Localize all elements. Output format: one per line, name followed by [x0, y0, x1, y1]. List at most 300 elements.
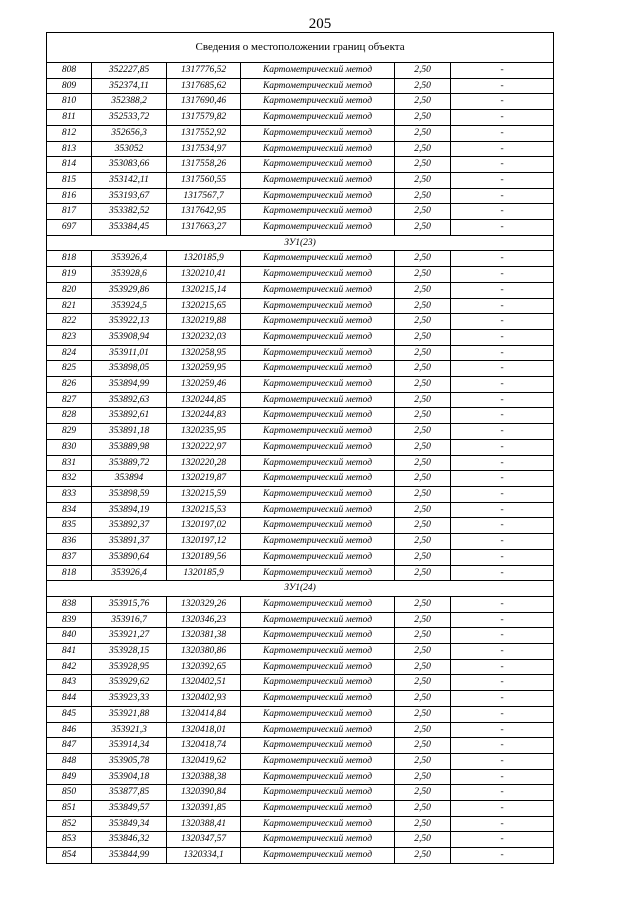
note-cell: - [451, 675, 554, 691]
point-number-cell: 840 [47, 628, 92, 644]
coord-x-cell: 353921,27 [92, 628, 167, 644]
coord-y-cell: 1317558,26 [167, 157, 241, 173]
table-row [47, 753, 554, 769]
table-row [47, 675, 554, 691]
accuracy-cell: 2,50 [395, 816, 451, 832]
note-cell: - [451, 848, 554, 864]
coord-y-cell: 1320402,51 [167, 675, 241, 691]
note-cell: - [451, 267, 554, 283]
point-number-cell: 819 [47, 267, 92, 283]
point-number-cell: 850 [47, 785, 92, 801]
coord-y-cell: 1320215,65 [167, 298, 241, 314]
coord-x-cell: 352533,72 [92, 110, 167, 126]
accuracy-cell: 2,50 [395, 439, 451, 455]
table-title: Сведения о местоположении границ объекта [47, 33, 554, 63]
point-number-cell: 851 [47, 801, 92, 817]
coord-y-cell: 1320258,95 [167, 345, 241, 361]
method-cell: Картометрический метод [241, 125, 395, 141]
point-number-cell: 834 [47, 502, 92, 518]
method-cell: Картометрический метод [241, 94, 395, 110]
coord-y-cell: 1320388,41 [167, 816, 241, 832]
accuracy-cell: 2,50 [395, 141, 451, 157]
coord-x-cell: 353923,33 [92, 691, 167, 707]
table-row [47, 596, 554, 612]
section-row [47, 581, 554, 597]
accuracy-cell: 2,50 [395, 628, 451, 644]
method-cell: Картометрический метод [241, 612, 395, 628]
table-row [47, 267, 554, 283]
accuracy-cell: 2,50 [395, 220, 451, 236]
note-cell: - [451, 801, 554, 817]
coord-x-cell: 353193,67 [92, 188, 167, 204]
coord-x-cell: 353904,18 [92, 769, 167, 785]
point-number-cell: 827 [47, 392, 92, 408]
note-cell: - [451, 408, 554, 424]
table-row [47, 282, 554, 298]
coord-y-cell: 1320391,85 [167, 801, 241, 817]
coord-y-cell: 1317776,52 [167, 63, 241, 79]
note-cell: - [451, 220, 554, 236]
table-row [47, 377, 554, 393]
accuracy-cell: 2,50 [395, 392, 451, 408]
accuracy-cell: 2,50 [395, 659, 451, 675]
accuracy-cell: 2,50 [395, 125, 451, 141]
note-cell: - [451, 282, 554, 298]
table-row [47, 502, 554, 518]
table-row [47, 801, 554, 817]
accuracy-cell: 2,50 [395, 691, 451, 707]
method-cell: Картометрический метод [241, 63, 395, 79]
table-row [47, 769, 554, 785]
method-cell: Картометрический метод [241, 534, 395, 550]
note-cell: - [451, 612, 554, 628]
accuracy-cell: 2,50 [395, 675, 451, 691]
point-number-cell: 823 [47, 329, 92, 345]
coord-y-cell: 1317579,82 [167, 110, 241, 126]
table-row [47, 644, 554, 660]
method-cell: Картометрический метод [241, 377, 395, 393]
method-cell: Картометрический метод [241, 801, 395, 817]
table-row [47, 565, 554, 581]
point-number-cell: 818 [47, 251, 92, 267]
note-cell: - [451, 455, 554, 471]
note-cell: - [451, 769, 554, 785]
table-row [47, 345, 554, 361]
note-cell: - [451, 172, 554, 188]
coord-y-cell: 1320215,59 [167, 486, 241, 502]
table-row [47, 534, 554, 550]
method-cell: Картометрический метод [241, 157, 395, 173]
point-number-cell: 838 [47, 596, 92, 612]
coord-y-cell: 1320219,88 [167, 314, 241, 330]
table-row [47, 172, 554, 188]
coord-y-cell: 1320215,53 [167, 502, 241, 518]
note-cell: - [451, 502, 554, 518]
coord-y-cell: 1320244,85 [167, 392, 241, 408]
table-row [47, 612, 554, 628]
table-title-row [47, 33, 554, 63]
point-number-cell: 844 [47, 691, 92, 707]
method-cell: Картометрический метод [241, 314, 395, 330]
point-number-cell: 822 [47, 314, 92, 330]
boundary-table-body [47, 33, 554, 864]
coord-x-cell: 353928,15 [92, 644, 167, 660]
note-cell: - [451, 204, 554, 220]
section-row [47, 235, 554, 251]
coord-y-cell: 1320380,86 [167, 644, 241, 660]
note-cell: - [451, 314, 554, 330]
note-cell: - [451, 424, 554, 440]
accuracy-cell: 2,50 [395, 314, 451, 330]
note-cell: - [451, 361, 554, 377]
accuracy-cell: 2,50 [395, 502, 451, 518]
section-title: ЗУ1(23) [47, 235, 554, 251]
coord-x-cell: 353142,11 [92, 172, 167, 188]
note-cell: - [451, 738, 554, 754]
point-number-cell: 837 [47, 549, 92, 565]
coord-y-cell: 1320347,57 [167, 832, 241, 848]
coord-y-cell: 1320197,12 [167, 534, 241, 550]
coord-x-cell: 353911,01 [92, 345, 167, 361]
method-cell: Картометрический метод [241, 345, 395, 361]
note-cell: - [451, 659, 554, 675]
note-cell: - [451, 78, 554, 94]
point-number-cell: 817 [47, 204, 92, 220]
coord-x-cell: 353926,4 [92, 251, 167, 267]
point-number-cell: 849 [47, 769, 92, 785]
coord-x-cell: 353382,52 [92, 204, 167, 220]
table-row [47, 314, 554, 330]
coord-x-cell: 352374,11 [92, 78, 167, 94]
point-number-cell: 847 [47, 738, 92, 754]
note-cell: - [451, 329, 554, 345]
coord-x-cell: 353916,7 [92, 612, 167, 628]
table-row [47, 408, 554, 424]
method-cell: Картометрический метод [241, 267, 395, 283]
method-cell: Картометрический метод [241, 628, 395, 644]
method-cell: Картометрический метод [241, 691, 395, 707]
coord-x-cell: 353844,99 [92, 848, 167, 864]
coord-y-cell: 1320414,84 [167, 706, 241, 722]
table-row [47, 251, 554, 267]
page-number: 205 [308, 16, 332, 32]
accuracy-cell: 2,50 [395, 329, 451, 345]
method-cell: Картометрический метод [241, 220, 395, 236]
accuracy-cell: 2,50 [395, 565, 451, 581]
coord-x-cell: 353890,64 [92, 549, 167, 565]
accuracy-cell: 2,50 [395, 204, 451, 220]
table-row [47, 549, 554, 565]
coord-x-cell: 353924,5 [92, 298, 167, 314]
coord-y-cell: 1320381,38 [167, 628, 241, 644]
point-number-cell: 846 [47, 722, 92, 738]
note-cell: - [451, 486, 554, 502]
accuracy-cell: 2,50 [395, 282, 451, 298]
accuracy-cell: 2,50 [395, 455, 451, 471]
note-cell: - [451, 549, 554, 565]
method-cell: Картометрический метод [241, 659, 395, 675]
point-number-cell: 809 [47, 78, 92, 94]
method-cell: Картометрический метод [241, 78, 395, 94]
coord-x-cell: 353922,13 [92, 314, 167, 330]
coord-y-cell: 1320402,93 [167, 691, 241, 707]
table-row [47, 110, 554, 126]
accuracy-cell: 2,50 [395, 157, 451, 173]
note-cell: - [451, 157, 554, 173]
point-number-cell: 829 [47, 424, 92, 440]
table-row [47, 832, 554, 848]
point-number-cell: 835 [47, 518, 92, 534]
coord-x-cell: 353898,05 [92, 361, 167, 377]
coord-x-cell: 353891,18 [92, 424, 167, 440]
point-number-cell: 832 [47, 471, 92, 487]
note-cell: - [451, 753, 554, 769]
coord-x-cell: 353889,72 [92, 455, 167, 471]
table-row [47, 455, 554, 471]
accuracy-cell: 2,50 [395, 785, 451, 801]
coord-x-cell: 353928,95 [92, 659, 167, 675]
accuracy-cell: 2,50 [395, 78, 451, 94]
accuracy-cell: 2,50 [395, 408, 451, 424]
method-cell: Картометрический метод [241, 251, 395, 267]
table-row [47, 659, 554, 675]
coord-x-cell: 353083,66 [92, 157, 167, 173]
accuracy-cell: 2,50 [395, 534, 451, 550]
note-cell: - [451, 125, 554, 141]
coord-y-cell: 1317642,95 [167, 204, 241, 220]
accuracy-cell: 2,50 [395, 801, 451, 817]
coord-y-cell: 1317534,97 [167, 141, 241, 157]
coord-y-cell: 1317560,55 [167, 172, 241, 188]
table-row [47, 785, 554, 801]
coord-x-cell: 353929,86 [92, 282, 167, 298]
method-cell: Картометрический метод [241, 471, 395, 487]
coord-y-cell: 1320189,56 [167, 549, 241, 565]
method-cell: Картометрический метод [241, 298, 395, 314]
point-number-cell: 808 [47, 63, 92, 79]
point-number-cell: 826 [47, 377, 92, 393]
note-cell: - [451, 471, 554, 487]
table-row [47, 691, 554, 707]
table-row [47, 204, 554, 220]
coord-y-cell: 1320418,74 [167, 738, 241, 754]
coord-y-cell: 1320334,1 [167, 848, 241, 864]
method-cell: Картометрический метод [241, 596, 395, 612]
table-row [47, 361, 554, 377]
accuracy-cell: 2,50 [395, 110, 451, 126]
accuracy-cell: 2,50 [395, 738, 451, 754]
point-number-cell: 810 [47, 94, 92, 110]
coord-x-cell: 353384,45 [92, 220, 167, 236]
accuracy-cell: 2,50 [395, 345, 451, 361]
point-number-cell: 831 [47, 455, 92, 471]
coord-y-cell: 1320329,26 [167, 596, 241, 612]
coord-x-cell: 353921,3 [92, 722, 167, 738]
note-cell: - [451, 628, 554, 644]
coord-x-cell: 352388,2 [92, 94, 167, 110]
coord-x-cell: 353846,32 [92, 832, 167, 848]
accuracy-cell: 2,50 [395, 769, 451, 785]
table-row [47, 424, 554, 440]
coord-x-cell: 353929,62 [92, 675, 167, 691]
boundary-table [46, 32, 554, 864]
table-row [47, 518, 554, 534]
accuracy-cell: 2,50 [395, 63, 451, 79]
note-cell: - [451, 644, 554, 660]
table-row [47, 157, 554, 173]
method-cell: Картометрический метод [241, 439, 395, 455]
coord-y-cell: 1320185,9 [167, 251, 241, 267]
note-cell: - [451, 832, 554, 848]
method-cell: Картометрический метод [241, 408, 395, 424]
coord-x-cell: 353052 [92, 141, 167, 157]
point-number-cell: 841 [47, 644, 92, 660]
table-row [47, 738, 554, 754]
accuracy-cell: 2,50 [395, 298, 451, 314]
note-cell: - [451, 596, 554, 612]
coord-x-cell: 353892,61 [92, 408, 167, 424]
point-number-cell: 825 [47, 361, 92, 377]
coord-x-cell: 353889,98 [92, 439, 167, 455]
table-row [47, 141, 554, 157]
note-cell: - [451, 785, 554, 801]
coord-y-cell: 1317552,92 [167, 125, 241, 141]
coord-x-cell: 353894,19 [92, 502, 167, 518]
coord-x-cell: 353926,4 [92, 565, 167, 581]
note-cell: - [451, 722, 554, 738]
table-row [47, 78, 554, 94]
method-cell: Картометрический метод [241, 188, 395, 204]
table-row [47, 125, 554, 141]
accuracy-cell: 2,50 [395, 753, 451, 769]
coord-y-cell: 1320219,87 [167, 471, 241, 487]
method-cell: Картометрический метод [241, 706, 395, 722]
table-row [47, 329, 554, 345]
accuracy-cell: 2,50 [395, 596, 451, 612]
coord-y-cell: 1320259,95 [167, 361, 241, 377]
note-cell: - [451, 534, 554, 550]
method-cell: Картометрический метод [241, 848, 395, 864]
coord-y-cell: 1317567,7 [167, 188, 241, 204]
method-cell: Картометрический метод [241, 392, 395, 408]
accuracy-cell: 2,50 [395, 549, 451, 565]
coord-x-cell: 352656,3 [92, 125, 167, 141]
method-cell: Картометрический метод [241, 675, 395, 691]
coord-y-cell: 1320346,23 [167, 612, 241, 628]
accuracy-cell: 2,50 [395, 361, 451, 377]
note-cell: - [451, 345, 554, 361]
point-number-cell: 836 [47, 534, 92, 550]
note-cell: - [451, 518, 554, 534]
note-cell: - [451, 377, 554, 393]
coord-y-cell: 1317663,27 [167, 220, 241, 236]
point-number-cell: 852 [47, 816, 92, 832]
coord-y-cell: 1320210,41 [167, 267, 241, 283]
coord-y-cell: 1320222,97 [167, 439, 241, 455]
coord-x-cell: 353877,85 [92, 785, 167, 801]
coord-x-cell: 353898,59 [92, 486, 167, 502]
method-cell: Картометрический метод [241, 565, 395, 581]
accuracy-cell: 2,50 [395, 722, 451, 738]
coord-x-cell: 353928,6 [92, 267, 167, 283]
method-cell: Картометрический метод [241, 769, 395, 785]
coord-x-cell: 353892,63 [92, 392, 167, 408]
coord-x-cell: 353915,76 [92, 596, 167, 612]
method-cell: Картометрический метод [241, 722, 395, 738]
note-cell: - [451, 565, 554, 581]
point-number-cell: 839 [47, 612, 92, 628]
method-cell: Картометрический метод [241, 753, 395, 769]
method-cell: Картометрический метод [241, 738, 395, 754]
method-cell: Картометрический метод [241, 204, 395, 220]
coord-y-cell: 1320244,83 [167, 408, 241, 424]
accuracy-cell: 2,50 [395, 188, 451, 204]
accuracy-cell: 2,50 [395, 377, 451, 393]
coord-x-cell: 353905,78 [92, 753, 167, 769]
method-cell: Картометрический метод [241, 424, 395, 440]
method-cell: Картометрический метод [241, 172, 395, 188]
table-row [47, 722, 554, 738]
note-cell: - [451, 439, 554, 455]
coord-x-cell: 352227,85 [92, 63, 167, 79]
coord-y-cell: 1320215,14 [167, 282, 241, 298]
accuracy-cell: 2,50 [395, 644, 451, 660]
method-cell: Картометрический метод [241, 832, 395, 848]
note-cell: - [451, 691, 554, 707]
coord-y-cell: 1320418,01 [167, 722, 241, 738]
point-number-cell: 833 [47, 486, 92, 502]
table-row [47, 298, 554, 314]
method-cell: Картометрический метод [241, 361, 395, 377]
note-cell: - [451, 188, 554, 204]
point-number-cell: 843 [47, 675, 92, 691]
accuracy-cell: 2,50 [395, 424, 451, 440]
accuracy-cell: 2,50 [395, 612, 451, 628]
point-number-cell: 824 [47, 345, 92, 361]
coord-y-cell: 1320235,95 [167, 424, 241, 440]
method-cell: Картометрический метод [241, 502, 395, 518]
coord-x-cell: 353908,94 [92, 329, 167, 345]
table-row [47, 188, 554, 204]
coord-x-cell: 353921,88 [92, 706, 167, 722]
accuracy-cell: 2,50 [395, 471, 451, 487]
accuracy-cell: 2,50 [395, 706, 451, 722]
point-number-cell: 854 [47, 848, 92, 864]
method-cell: Картометрический метод [241, 486, 395, 502]
point-number-cell: 813 [47, 141, 92, 157]
method-cell: Картометрический метод [241, 141, 395, 157]
coord-y-cell: 1320220,28 [167, 455, 241, 471]
point-number-cell: 814 [47, 157, 92, 173]
coord-y-cell: 1320259,46 [167, 377, 241, 393]
accuracy-cell: 2,50 [395, 848, 451, 864]
note-cell: - [451, 110, 554, 126]
note-cell: - [451, 392, 554, 408]
accuracy-cell: 2,50 [395, 267, 451, 283]
accuracy-cell: 2,50 [395, 172, 451, 188]
note-cell: - [451, 251, 554, 267]
point-number-cell: 821 [47, 298, 92, 314]
table-row [47, 439, 554, 455]
coord-y-cell: 1320390,84 [167, 785, 241, 801]
note-cell: - [451, 706, 554, 722]
point-number-cell: 842 [47, 659, 92, 675]
table-row [47, 94, 554, 110]
coord-x-cell: 353891,37 [92, 534, 167, 550]
coord-y-cell: 1317685,62 [167, 78, 241, 94]
table-row [47, 63, 554, 79]
method-cell: Картометрический метод [241, 644, 395, 660]
